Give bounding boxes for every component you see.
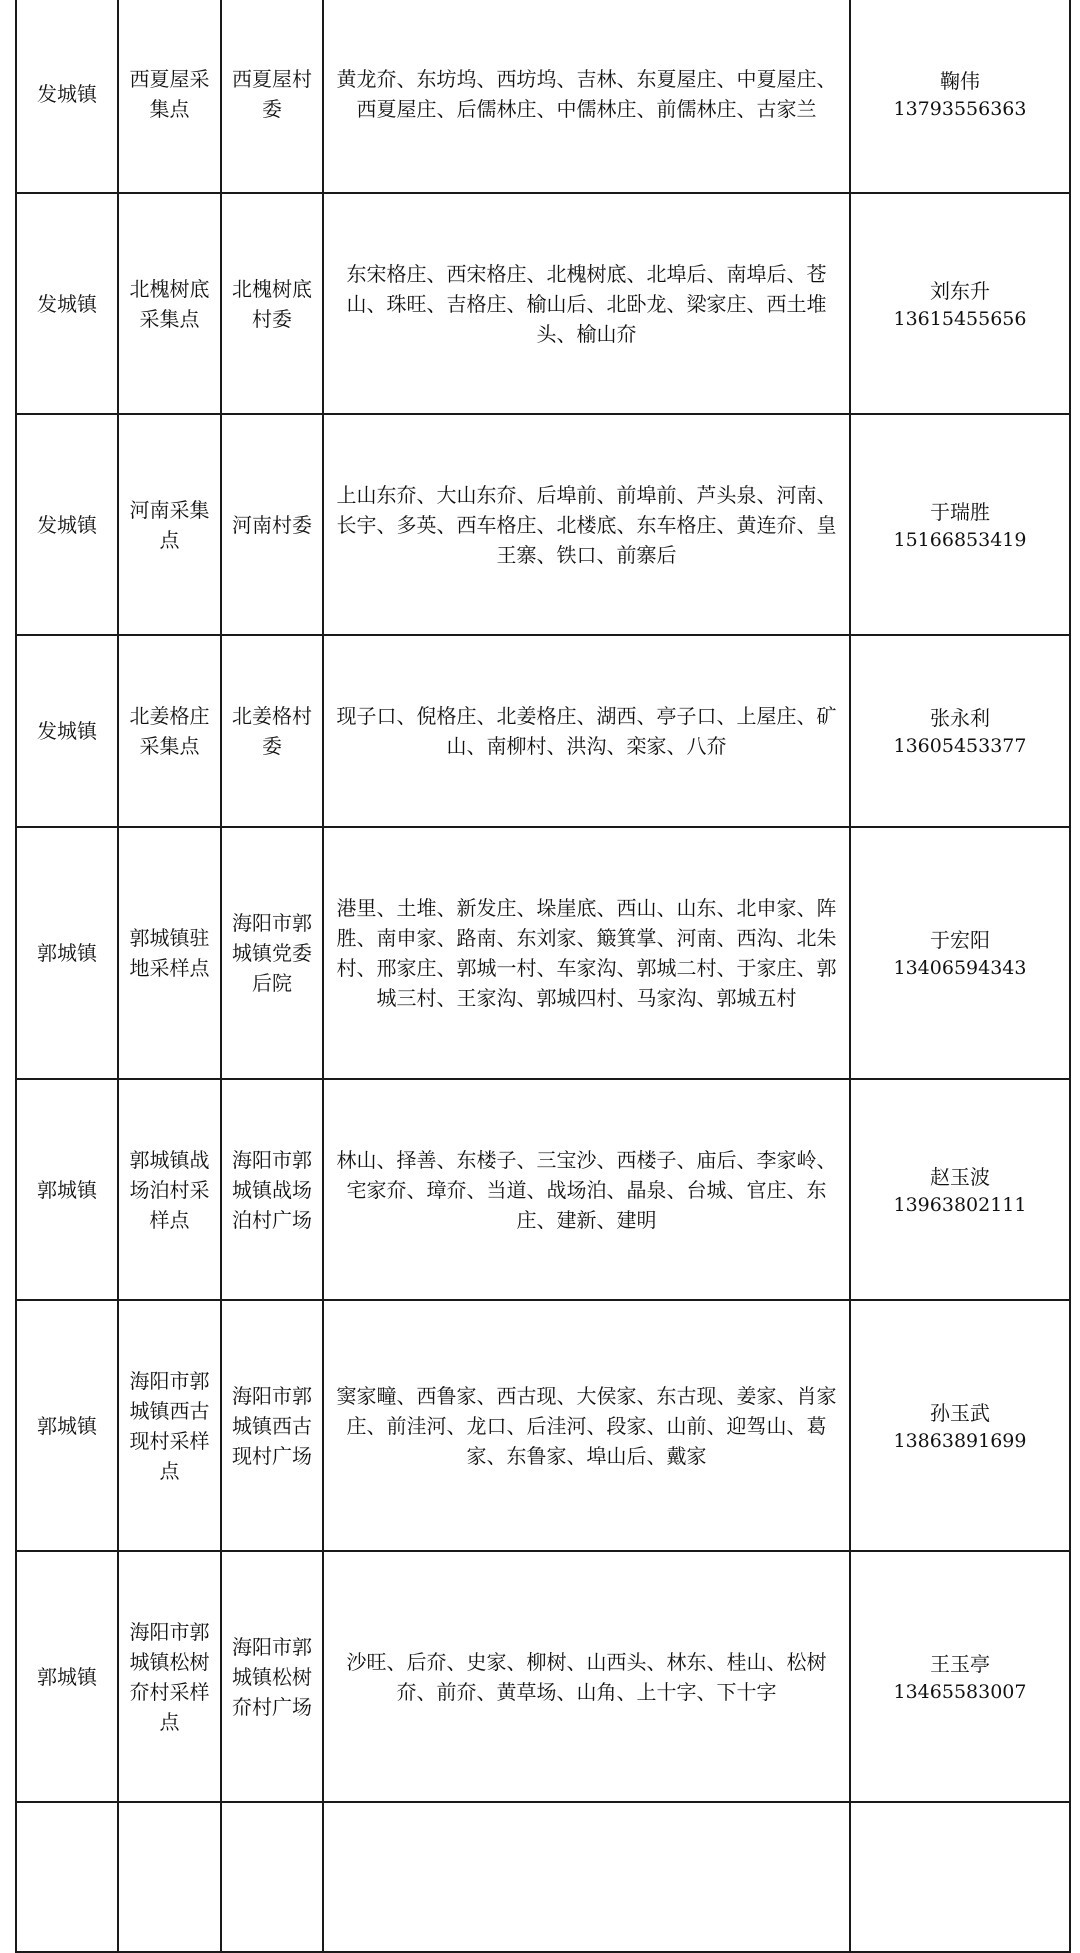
location-cell: 海阳市郭城镇松树夼村广场 xyxy=(221,1551,323,1802)
villages-cell: 现子口、倪格庄、北姜格庄、湖西、亭子口、上屋庄、矿山、南柳村、洪沟、栾家、八夼 xyxy=(323,635,850,827)
contact-name: 孙玉武 xyxy=(930,1400,990,1425)
site-cell: 西夏屋采集点 xyxy=(118,0,221,193)
site-cell: 河南采集点 xyxy=(118,414,221,635)
town-cell: 郭城镇 xyxy=(16,827,118,1079)
table-row xyxy=(16,827,1070,1079)
site-cell xyxy=(118,1802,221,1952)
table-row xyxy=(16,635,1070,827)
site-cell: 海阳市郭城镇西古现村采样点 xyxy=(118,1300,221,1551)
villages-cell: 东宋格庄、西宋格庄、北槐树底、北埠后、南埠后、苍山、珠旺、吉格庄、榆山后、北卧龙、梁家庄、西土堆头、榆山夼 xyxy=(323,193,850,414)
villages-cell: 上山东夼、大山东夼、后埠前、前埠前、芦头泉、河南、长宇、多英、西车格庄、北楼底、东车格庄、黄连夼、皇王寨、铁口、前寨后 xyxy=(323,414,850,635)
table-row xyxy=(16,1551,1070,1802)
site-cell: 北姜格庄采集点 xyxy=(118,635,221,827)
contact-cell xyxy=(850,1300,1070,1551)
contact-phone: 13605453377 xyxy=(893,735,1027,757)
villages-cell: 窦家疃、西鲁家、西古现、大侯家、东古现、姜家、肖家庄、前洼河、龙口、后洼河、段家、山前、迎驾山、葛家、东鲁家、埠山后、戴家 xyxy=(323,1300,850,1551)
villages-cell xyxy=(323,1802,850,1952)
location-cell: 北槐树底村委 xyxy=(221,193,323,414)
contact-name: 鞠伟 xyxy=(940,69,980,93)
town-cell: 发城镇 xyxy=(16,193,118,414)
contact-cell xyxy=(850,193,1070,414)
location-cell: 河南村委 xyxy=(221,414,323,635)
town-cell: 发城镇 xyxy=(16,0,118,193)
table-row xyxy=(16,0,1070,193)
town-cell: 郭城镇 xyxy=(16,1551,118,1802)
contact-phone: 13863891699 xyxy=(893,1429,1027,1452)
table-row xyxy=(16,1079,1070,1300)
table-row xyxy=(16,193,1070,414)
town-cell: 发城镇 xyxy=(16,414,118,635)
villages-cell: 港里、土堆、新发庄、垛崖底、西山、山东、北申家、阵胜、南申家、路南、东刘家、簸箕掌、河南、西沟、北朱村、邢家庄、郭城一村、车家沟、郭城二村、于家庄、郭城三村、王家沟、郭城四村、马家沟、郭城五村 xyxy=(323,827,850,1079)
contact-phone: 13615455656 xyxy=(893,307,1027,330)
contact-cell xyxy=(850,414,1070,635)
contact-cell xyxy=(850,827,1070,1079)
contact-cell xyxy=(850,1802,1070,1952)
table-row xyxy=(16,414,1070,635)
contact-phone: 13963802111 xyxy=(893,1193,1027,1216)
town-cell: 发城镇 xyxy=(16,635,118,827)
sampling-sites-table xyxy=(15,0,1071,1953)
contact-cell xyxy=(850,1079,1070,1300)
table-row xyxy=(16,1300,1070,1551)
contact-cell xyxy=(850,635,1070,827)
villages-cell: 林山、择善、东楼子、三宝沙、西楼子、庙后、李家岭、宅家夼、璋夼、当道、战场泊、晶泉、台城、官庄、东庄、建新、建明 xyxy=(323,1079,850,1300)
contact-name: 张永利 xyxy=(930,706,990,730)
villages-cell: 黄龙夼、东坊坞、西坊坞、吉林、东夏屋庄、中夏屋庄、西夏屋庄、后儒林庄、中儒林庄、前儒林庄、古家兰 xyxy=(323,0,850,193)
location-cell xyxy=(221,1802,323,1952)
site-cell: 郭城镇驻地采样点 xyxy=(118,827,221,1079)
site-cell: 郭城镇战场泊村采样点 xyxy=(118,1079,221,1300)
location-cell: 海阳市郭城镇党委后院 xyxy=(221,827,323,1079)
site-cell: 海阳市郭城镇松树夼村采样点 xyxy=(118,1551,221,1802)
contact-name: 王玉亭 xyxy=(930,1651,990,1676)
location-cell: 海阳市郭城镇战场泊村广场 xyxy=(221,1079,323,1300)
location-cell: 西夏屋村委 xyxy=(221,0,323,193)
location-cell: 北姜格村委 xyxy=(221,635,323,827)
contact-name: 赵玉波 xyxy=(930,1164,990,1189)
contact-phone: 13793556363 xyxy=(893,98,1027,120)
contact-name: 刘东升 xyxy=(930,278,990,303)
town-cell: 郭城镇 xyxy=(16,1300,118,1551)
contact-phone: 15166853419 xyxy=(893,528,1027,551)
contact-cell xyxy=(850,1551,1070,1802)
table-row xyxy=(16,1802,1070,1952)
site-cell: 北槐树底采集点 xyxy=(118,193,221,414)
contact-phone: 13465583007 xyxy=(893,1680,1027,1703)
contact-phone: 13406594343 xyxy=(893,957,1027,979)
contact-name: 于宏阳 xyxy=(930,928,990,952)
contact-cell xyxy=(850,0,1070,193)
villages-cell: 沙旺、后夼、史家、柳树、山西头、林东、桂山、松树夼、前夼、黄草场、山角、上十字、下十字 xyxy=(323,1551,850,1802)
town-cell: 郭城镇 xyxy=(16,1079,118,1300)
location-cell: 海阳市郭城镇西古现村广场 xyxy=(221,1300,323,1551)
contact-name: 于瑞胜 xyxy=(930,499,990,524)
town-cell xyxy=(16,1802,118,1952)
